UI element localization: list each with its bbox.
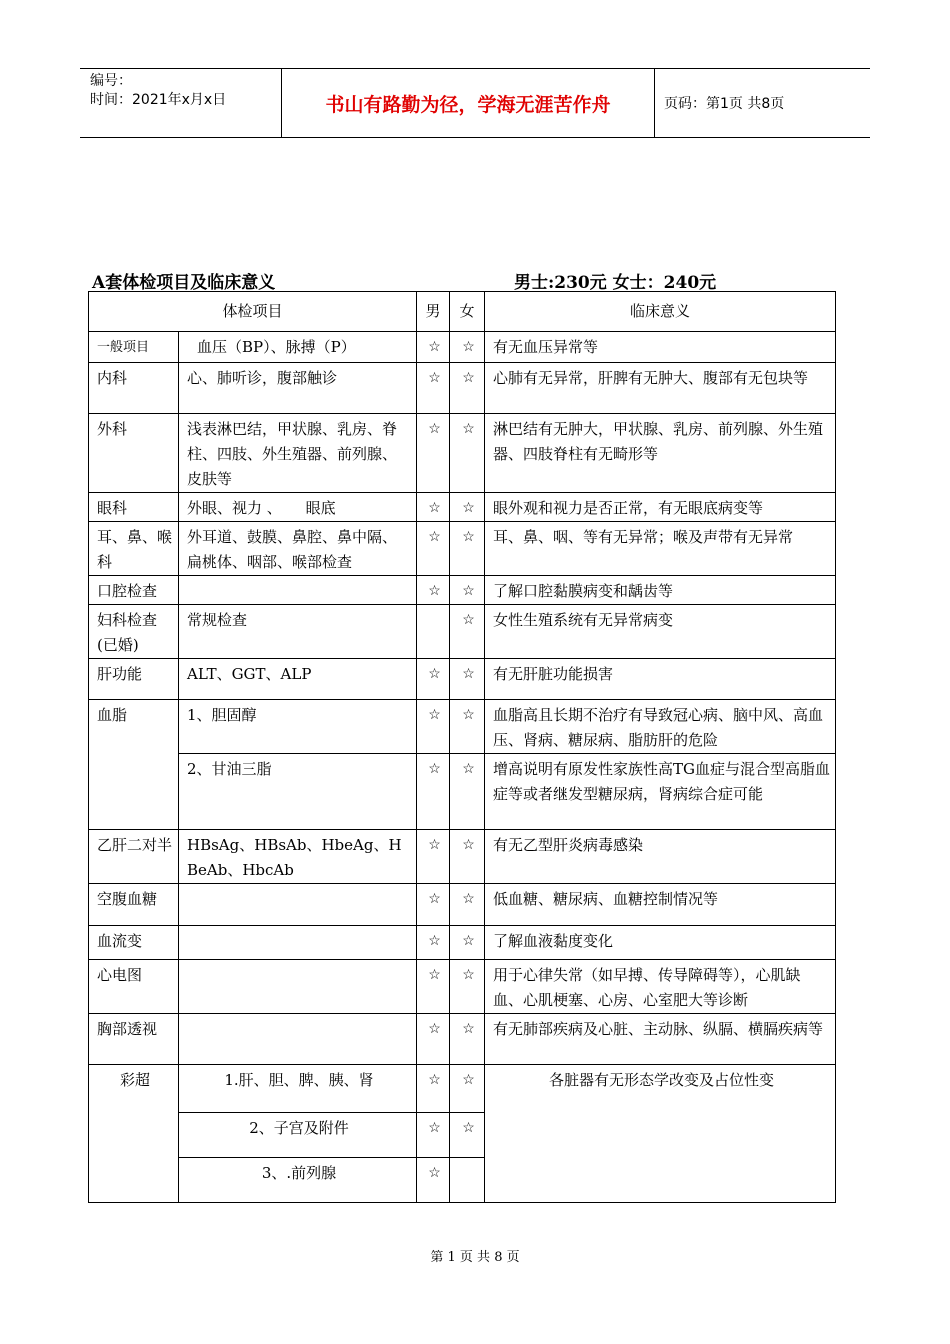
female-star: ☆ xyxy=(450,1113,485,1158)
female-star xyxy=(450,1158,485,1203)
table-row xyxy=(89,659,836,700)
row-meaning: 了解口腔黏膜病变和龋齿等 xyxy=(485,576,836,605)
row-meaning: 血脂高且长期不治疗有导致冠心病、脑中风、高血压、肾病、糖尿病、脂肪肝的危险 xyxy=(485,700,836,754)
male-star: ☆ xyxy=(417,414,450,493)
ultrasound-category: 彩超 xyxy=(89,1065,179,1203)
row-item xyxy=(179,1014,417,1065)
row-category: 外科 xyxy=(89,414,179,493)
male-star: ☆ xyxy=(417,884,450,926)
header-motto: 书山有路勤为径，学海无涯苦作舟 xyxy=(282,69,655,137)
header-meta xyxy=(80,69,282,137)
male-star: ☆ xyxy=(417,960,450,1014)
row-meaning: 有无肺部疾病及心脏、主动脉、纵膈、横膈疾病等 xyxy=(485,1014,836,1065)
ultrasound-item: 2、子宫及附件 xyxy=(179,1113,417,1158)
row-meaning: 淋巴结有无肿大，甲状腺、乳房、前列腺、外生殖器、四肢脊柱有无畸形等 xyxy=(485,414,836,493)
table-row xyxy=(89,884,836,926)
header-female: 女 xyxy=(450,292,485,332)
table-row xyxy=(89,576,836,605)
table-row xyxy=(89,1065,836,1113)
header-meaning: 临床意义 xyxy=(485,292,836,332)
row-meaning: 增高说明有原发性家族性高TG血症与混合型高脂血症等或者继发型糖尿病，肾病综合症可能 xyxy=(485,754,836,830)
row-item: ALT、GGT、ALP xyxy=(179,659,417,700)
male-star: ☆ xyxy=(417,576,450,605)
female-star: ☆ xyxy=(450,363,485,414)
female-star: ☆ xyxy=(450,1014,485,1065)
male-star: ☆ xyxy=(417,700,450,754)
row-category: 乙肝二对半 xyxy=(89,830,179,884)
male-star: ☆ xyxy=(417,522,450,576)
row-meaning: 耳、鼻、咽、等有无异常；喉及声带有无异常 xyxy=(485,522,836,576)
table-row xyxy=(89,926,836,960)
row-category: 血流变 xyxy=(89,926,179,960)
table-row xyxy=(89,1014,836,1065)
row-item xyxy=(179,960,417,1014)
male-star: ☆ xyxy=(417,1014,450,1065)
row-meaning: 了解血液黏度变化 xyxy=(485,926,836,960)
row-meaning: 心肺有无异常，肝脾有无肿大、腹部有无包块等 xyxy=(485,363,836,414)
row-meaning: 眼外观和视力是否正常，有无眼底病变等 xyxy=(485,493,836,522)
table-header-row xyxy=(89,292,836,332)
row-meaning: 有无肝脏功能损害 xyxy=(485,659,836,700)
table-row xyxy=(89,332,836,363)
ultrasound-item: 1.肝、胆、脾、胰、肾 xyxy=(179,1065,417,1113)
male-star: ☆ xyxy=(417,363,450,414)
row-category: 口腔检查 xyxy=(89,576,179,605)
document-title: A套体检项目及临床意义 xyxy=(92,273,276,293)
header-page-info: 页码：第1页 共8页 xyxy=(664,96,785,112)
header-male: 男 xyxy=(417,292,450,332)
row-item: 心、肺听诊，腹部触诊 xyxy=(179,363,417,414)
ultrasound-item: 3、.前列腺 xyxy=(179,1158,417,1203)
ultrasound-meaning: 各脏器有无形态学改变及占位性变 xyxy=(485,1065,836,1203)
row-item: 常规检查 xyxy=(179,605,417,659)
male-star: ☆ xyxy=(417,754,450,830)
row-item: 2、甘油三脂 xyxy=(179,754,417,830)
table-row xyxy=(89,363,836,414)
female-star: ☆ xyxy=(450,754,485,830)
female-star: ☆ xyxy=(450,1065,485,1113)
table-row xyxy=(89,754,836,830)
row-category: 肝功能 xyxy=(89,659,179,700)
row-category: 空腹血糖 xyxy=(89,884,179,926)
female-star: ☆ xyxy=(450,414,485,493)
row-meaning: 有无乙型肝炎病毒感染 xyxy=(485,830,836,884)
table-row xyxy=(89,830,836,884)
male-star: ☆ xyxy=(417,659,450,700)
row-meaning: 有无血压异常等 xyxy=(485,332,836,363)
row-item: 1、胆固醇 xyxy=(179,700,417,754)
table-row xyxy=(89,493,836,522)
table-row xyxy=(89,414,836,493)
female-star: ☆ xyxy=(450,522,485,576)
female-star: ☆ xyxy=(450,605,485,659)
row-category: 耳、鼻、喉科 xyxy=(89,522,179,576)
female-star: ☆ xyxy=(450,960,485,1014)
page-footer: 第 1 页 共 8 页 xyxy=(430,1250,520,1265)
male-star xyxy=(417,605,450,659)
row-item: 血压（BP）、脉搏（P） xyxy=(179,332,417,363)
row-meaning: 低血糖、糖尿病、血糖控制情况等 xyxy=(485,884,836,926)
row-category: 胸部透视 xyxy=(89,1014,179,1065)
male-star: ☆ xyxy=(417,493,450,522)
row-meaning: 女性生殖系统有无异常病变 xyxy=(485,605,836,659)
row-item: HBsAg、HBsAb、HbeAg、HBeAb、HbcAb xyxy=(179,830,417,884)
male-star: ☆ xyxy=(417,1158,450,1203)
female-star: ☆ xyxy=(450,332,485,363)
row-item xyxy=(179,926,417,960)
row-category: 血脂 xyxy=(89,700,179,830)
time-label: 时间：2021年x月x日 xyxy=(90,92,227,108)
female-star: ☆ xyxy=(450,700,485,754)
row-item: 外眼、视力 、 眼底 xyxy=(179,493,417,522)
row-item: 外耳道、鼓膜、鼻腔、鼻中隔、扁桃体、咽部、喉部检查 xyxy=(179,522,417,576)
row-meaning: 用于心律失常（如早搏、传导障碍等），心肌缺血、心肌梗塞、心房、心室肥大等诊断 xyxy=(485,960,836,1014)
row-item xyxy=(179,576,417,605)
checkup-table xyxy=(88,291,836,1203)
page-header xyxy=(80,68,870,138)
male-star: ☆ xyxy=(417,1113,450,1158)
table-row xyxy=(89,522,836,576)
row-category: 心电图 xyxy=(89,960,179,1014)
female-star: ☆ xyxy=(450,830,485,884)
male-star: ☆ xyxy=(417,926,450,960)
row-category: 一般项目 xyxy=(89,332,179,363)
row-item: 浅表淋巴结，甲状腺、乳房、脊柱、四肢、外生殖器、前列腺、皮肤等 xyxy=(179,414,417,493)
female-star: ☆ xyxy=(450,884,485,926)
row-category: 眼科 xyxy=(89,493,179,522)
number-label: 编号： xyxy=(90,73,132,89)
row-category: 内科 xyxy=(89,363,179,414)
female-star: ☆ xyxy=(450,659,485,700)
female-star: ☆ xyxy=(450,576,485,605)
price-info: 男士:230元 女士：240元 xyxy=(514,273,717,293)
male-star: ☆ xyxy=(417,332,450,363)
row-category: 妇科检查(已婚) xyxy=(89,605,179,659)
table-row xyxy=(89,605,836,659)
female-star: ☆ xyxy=(450,493,485,522)
header-item: 体检项目 xyxy=(89,292,417,332)
table-row xyxy=(89,700,836,754)
female-star: ☆ xyxy=(450,926,485,960)
row-item xyxy=(179,884,417,926)
male-star: ☆ xyxy=(417,1065,450,1113)
table-row xyxy=(89,960,836,1014)
male-star: ☆ xyxy=(417,830,450,884)
